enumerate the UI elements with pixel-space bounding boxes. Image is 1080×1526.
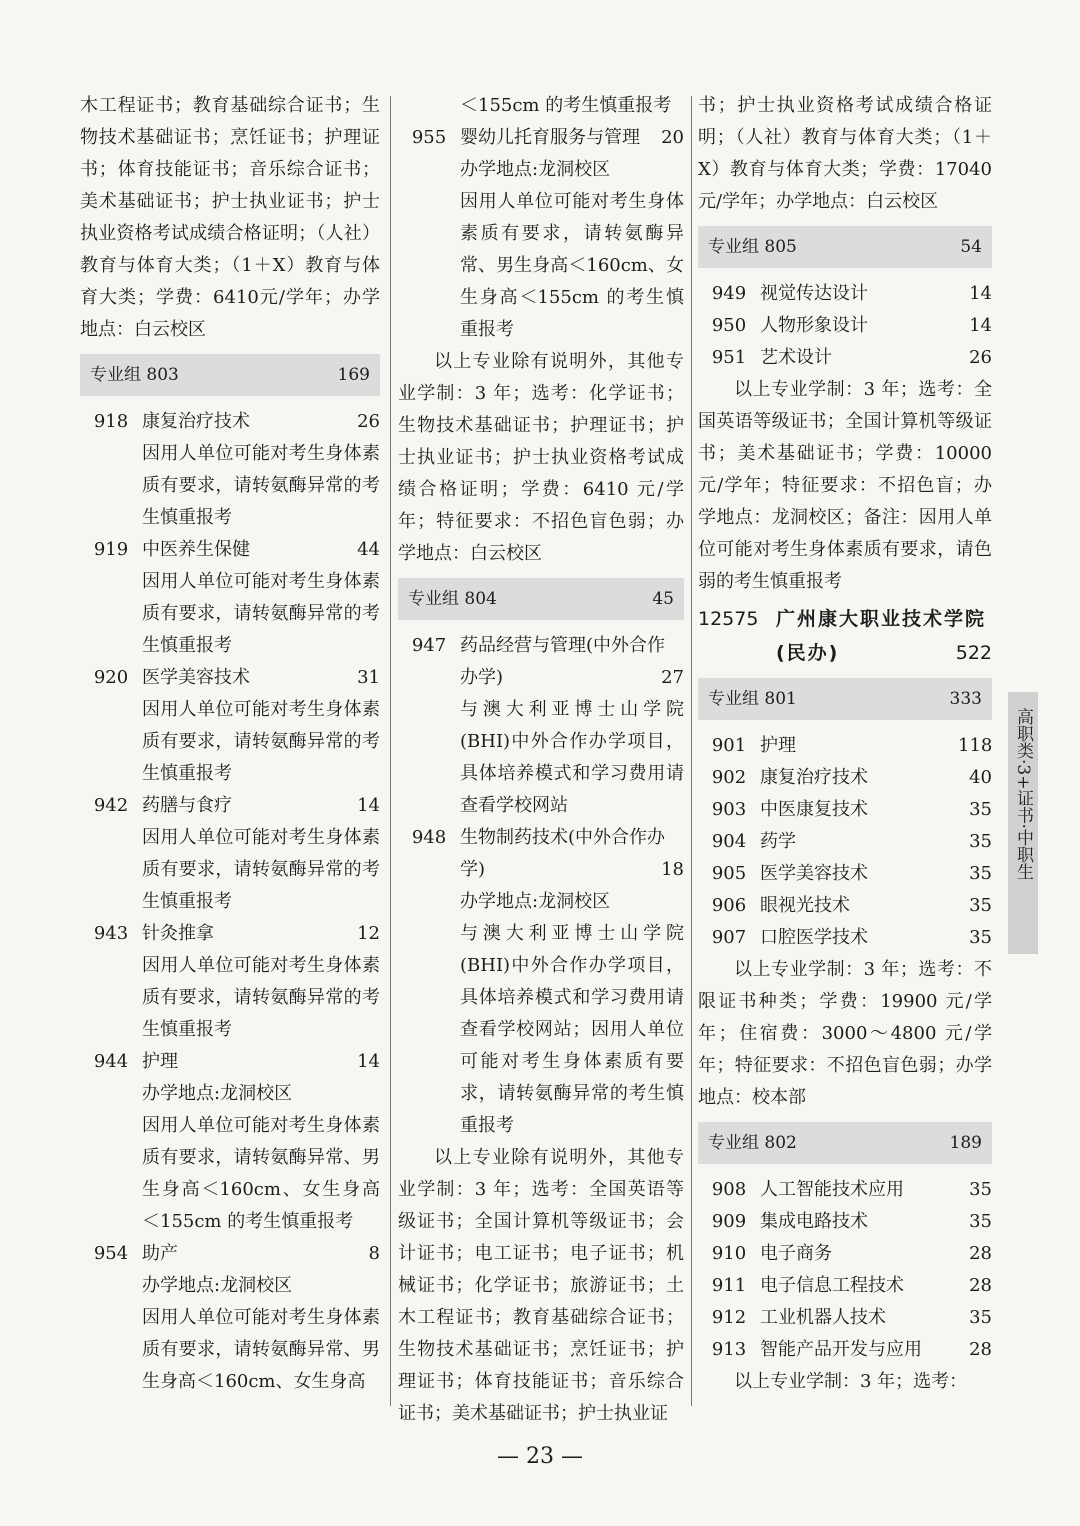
- entry-name-continued: [460, 854, 684, 886]
- entry-code: 948: [411, 827, 447, 848]
- entry-code: 918: [93, 411, 129, 432]
- entry-quota: 35: [969, 863, 992, 884]
- entry-code: 904: [711, 831, 747, 852]
- entry-907: [698, 922, 992, 954]
- entry-name: 电子信息工程技术: [760, 1275, 904, 1296]
- continued-note: ＜155cm 的考生慎重报考: [460, 95, 672, 116]
- entry-note: 因用人单位可能对考生身体素质有要求，请转氨酶异常的考生慎重报考: [142, 571, 380, 656]
- entry-quota: 118: [958, 735, 993, 756]
- column-divider: [390, 96, 391, 1406]
- entry-quota: 40: [969, 767, 992, 788]
- entry-name: 婴幼儿托育服务与管理: [460, 127, 640, 148]
- entry-code: 943: [93, 923, 129, 944]
- group-description: 以上专业学制：3 年；选考：不限证书种类；学费：19900 元/学年；住宿费：3000～4800 元/学年；特征要求：不招色盲色弱；办学地点：校本部: [698, 959, 992, 1108]
- group-header-801: [698, 678, 992, 720]
- group-header-803: [80, 354, 380, 396]
- school-total: 522: [955, 642, 992, 664]
- entry-954: [80, 1238, 380, 1270]
- entry-name: 工业机器人技术: [760, 1307, 886, 1328]
- entry-name: 艺术设计: [760, 347, 832, 368]
- entry-note: 因用人单位可能对考生身体素质有要求，请转氨酶异常的考生慎重报考: [142, 443, 380, 528]
- entry-908: [698, 1174, 992, 1206]
- entry-note: 办学地点:龙洞校区: [142, 1275, 293, 1296]
- entry-name: 集成电路技术: [760, 1211, 868, 1232]
- entry-note: 因用人单位可能对考生身体素质有要求，请转氨酶异常、男生身高＜160cm、女生身高＜155cm 的考生慎重报考: [142, 1115, 380, 1232]
- entry-920: [80, 662, 380, 694]
- entry-name: 药膳与食疗: [142, 795, 232, 816]
- column-left: [80, 90, 380, 1398]
- entry-902: [698, 762, 992, 794]
- entry-note: 因用人单位可能对考生身体素质有要求，请转氨酶异常、男生身高＜160cm、女生身高: [142, 1307, 380, 1392]
- entry-quota: 35: [969, 895, 992, 916]
- entry-code: 910: [711, 1243, 747, 1264]
- continued-paragraph: 书；护士执业资格考试成绩合格证明；（人社）教育与体育大类；（1＋X）教育与体育大类；学费：17040元/学年；办学地点：白云校区: [698, 95, 992, 212]
- entry-name: 中医养生保健: [142, 539, 250, 560]
- entry-quota: 8: [368, 1243, 380, 1264]
- entry-name: 眼视光技术: [760, 895, 850, 916]
- entry-951: [698, 342, 992, 374]
- entry-quota: 18: [661, 859, 684, 880]
- entry-950: [698, 310, 992, 342]
- entry-name: 电子商务: [760, 1243, 832, 1264]
- entry-code: 950: [711, 315, 747, 336]
- entry-quota: 35: [969, 1211, 992, 1232]
- entry-quota: 31: [357, 667, 380, 688]
- group-header-805: [698, 226, 992, 268]
- entry-name: 护理: [142, 1051, 178, 1072]
- entry-919: [80, 534, 380, 566]
- entry-name: 医学美容技术: [142, 667, 250, 688]
- entry-904: [698, 826, 992, 858]
- entry-906: [698, 890, 992, 922]
- entry-name: 康复治疗技术: [142, 411, 250, 432]
- school-header: [698, 602, 992, 670]
- entry-code: 908: [711, 1179, 747, 1200]
- entry-quota: 26: [969, 347, 992, 368]
- entry-code: 919: [93, 539, 129, 560]
- group-header-804: [398, 578, 684, 620]
- column-divider: [691, 96, 692, 1406]
- school-type: (民办): [776, 642, 840, 664]
- entry-quota: 28: [969, 1339, 992, 1360]
- entry-note: 与澳大利亚博士山学院(BHI)中外合作办学项目，具体培养模式和学习费用请查看学校网站: [460, 699, 684, 816]
- entry-quota: 12: [357, 923, 380, 944]
- entry-name: 康复治疗技术: [760, 767, 868, 788]
- section-side-tab: 高职类·3+证书·中职生: [1008, 692, 1038, 954]
- entry-911: [698, 1270, 992, 1302]
- group-label: 专业组 804: [408, 589, 497, 609]
- entry-947: [398, 630, 684, 662]
- entry-code: 906: [711, 895, 747, 916]
- entry-918: [80, 406, 380, 438]
- group-total: 189: [949, 1133, 982, 1153]
- entry-name-part2: 办学): [460, 667, 504, 688]
- entry-quota: 35: [969, 799, 992, 820]
- entry-note: 与澳大利亚博士山学院(BHI)中外合作办学项目，具体培养模式和学习费用请查看学校网站；因用人单位可能对考生身体素质有要求，请转氨酶异常的考生慎重报考: [460, 923, 684, 1136]
- entry-913: [698, 1334, 992, 1366]
- group-total: 169: [337, 365, 370, 385]
- entry-name: 药学: [760, 831, 796, 852]
- entry-quota: 14: [969, 283, 992, 304]
- entry-note: 因用人单位可能对考生身体素质有要求，请转氨酶异常的考生慎重报考: [142, 827, 380, 912]
- entry-list: [80, 406, 380, 1398]
- entry-943: [80, 918, 380, 950]
- entry-code: 909: [711, 1211, 747, 1232]
- group-total: 54: [960, 237, 982, 257]
- entry-note: 办学地点:龙洞校区: [460, 159, 611, 180]
- group-description: 以上专业学制：3 年；选考：全国英语等级证书；全国计算机等级证书；美术基础证书；学费：10000 元/学年；特征要求：不招色盲；办学地点：龙洞校区；备注：因用人单位可能对考生身体素质有要求，请色弱的考生慎重报考: [698, 379, 992, 592]
- entry-901: [698, 730, 992, 762]
- school-name: 广州康大职业技术学院: [776, 608, 987, 630]
- entry-code: 920: [93, 667, 129, 688]
- entry-quota: 28: [969, 1275, 992, 1296]
- entry-name: 智能产品开发与应用: [760, 1339, 922, 1360]
- entry-code: 911: [711, 1275, 747, 1296]
- entry-code: 947: [411, 635, 447, 656]
- entry-944: [80, 1046, 380, 1078]
- entry-name: 护理: [760, 735, 796, 756]
- entry-903: [698, 794, 992, 826]
- entry-code: 903: [711, 799, 747, 820]
- entry-note: 办学地点:龙洞校区: [142, 1083, 293, 1104]
- entry-note: 因用人单位可能对考生身体素质有要求，请转氨酶异常、男生身高＜160cm、女生身高＜155cm 的考生慎重报考: [460, 191, 684, 340]
- school-code: 12575: [698, 608, 759, 630]
- entry-name: 人工智能技术应用: [760, 1179, 904, 1200]
- entry-note: 因用人单位可能对考生身体素质有要求，请转氨酶异常的考生慎重报考: [142, 699, 380, 784]
- entry-quota: 35: [969, 1307, 992, 1328]
- entry-910: [698, 1238, 992, 1270]
- entry-909: [698, 1206, 992, 1238]
- entry-948: [398, 822, 684, 854]
- group-label: 专业组 805: [708, 237, 797, 257]
- entry-code: 949: [711, 283, 747, 304]
- entry-name: 人物形象设计: [760, 315, 868, 336]
- entry-name: 视觉传达设计: [760, 283, 868, 304]
- entry-quota: 14: [357, 795, 380, 816]
- entry-code: 954: [93, 1243, 129, 1264]
- entry-949: [698, 278, 992, 310]
- intro-paragraph: 木工程证书；教育基础综合证书；生物技术基础证书；烹饪证书；护理证书；体育技能证书；音乐综合证书；美术基础证书；护士执业证书；护士执业资格考试成绩合格证明；（人社）教育与体育大类；（1＋X）教育与体育大类；学费：6410元/学年；办学地点：白云校区: [80, 95, 380, 340]
- entry-name-part2: 学): [460, 859, 486, 880]
- entry-code: 912: [711, 1307, 747, 1328]
- entry-name: 生物制药技术(中外合作办: [460, 827, 666, 848]
- page-number: — 23 —: [497, 1444, 583, 1469]
- entry-code: 944: [93, 1051, 129, 1072]
- entry-quota: 44: [357, 539, 380, 560]
- group-header-802: [698, 1122, 992, 1164]
- entry-code: 951: [711, 347, 747, 368]
- group-label: 专业组 802: [708, 1133, 797, 1153]
- entry-code: 913: [711, 1339, 747, 1360]
- entry-quota: 35: [969, 1179, 992, 1200]
- entry-quota: 20: [661, 127, 684, 148]
- entry-955: [398, 122, 684, 154]
- entry-quota: 28: [969, 1243, 992, 1264]
- entry-quota: 35: [969, 831, 992, 852]
- column-middle: [398, 90, 684, 1430]
- entry-name: 医学美容技术: [760, 863, 868, 884]
- entry-905: [698, 858, 992, 890]
- group-description: 以上专业学制：3 年；选考：: [734, 1371, 968, 1392]
- entry-name: 助产: [142, 1243, 178, 1264]
- group-description: 以上专业除有说明外，其他专业学制：3 年；选考：化学证书；生物技术基础证书；护理证书；护士执业证书；护士执业资格考试成绩合格证明；学费：6410 元/学年；特征要求：不招色盲色弱；办学地点：白云校区: [398, 351, 684, 564]
- entry-note: 因用人单位可能对考生身体素质有要求，请转氨酶异常的考生慎重报考: [142, 955, 380, 1040]
- group-total: 333: [949, 689, 982, 709]
- entry-name: 药品经营与管理(中外合作: [460, 635, 666, 656]
- entry-code: 907: [711, 927, 747, 948]
- entry-942: [80, 790, 380, 822]
- entry-quota: 14: [357, 1051, 380, 1072]
- entry-name: 口腔医学技术: [760, 927, 868, 948]
- entry-code: 905: [711, 863, 747, 884]
- entry-quota: 35: [969, 927, 992, 948]
- entry-name: 中医康复技术: [760, 799, 868, 820]
- entry-note: 办学地点:龙洞校区: [460, 891, 611, 912]
- group-label: 专业组 801: [708, 689, 797, 709]
- entry-quota: 26: [357, 411, 380, 432]
- entry-list: [698, 730, 992, 954]
- group-total: 45: [652, 589, 674, 609]
- entry-code: 902: [711, 767, 747, 788]
- entry-code: 901: [711, 735, 747, 756]
- entry-list: [698, 278, 992, 374]
- entry-912: [698, 1302, 992, 1334]
- entry-name: 针灸推拿: [142, 923, 214, 944]
- entry-quota: 14: [969, 315, 992, 336]
- column-right: [698, 90, 992, 1398]
- entry-list: [698, 1174, 992, 1366]
- entry-code: 955: [411, 127, 447, 148]
- entry-name-continued: [460, 662, 684, 694]
- entry-code: 942: [93, 795, 129, 816]
- group-label: 专业组 803: [90, 365, 179, 385]
- group-description: 以上专业除有说明外，其他专业学制：3 年；选考：全国英语等级证书；全国计算机等级证书；会计证书；电工证书；电子证书；机械证书；化学证书；旅游证书；土木工程证书；教育基础综合证书；生物技术基础证书；烹饪证书；护理证书；体育技能证书；音乐综合证书；美术基础证书；护士执业证: [398, 1147, 684, 1424]
- entry-quota: 27: [661, 667, 684, 688]
